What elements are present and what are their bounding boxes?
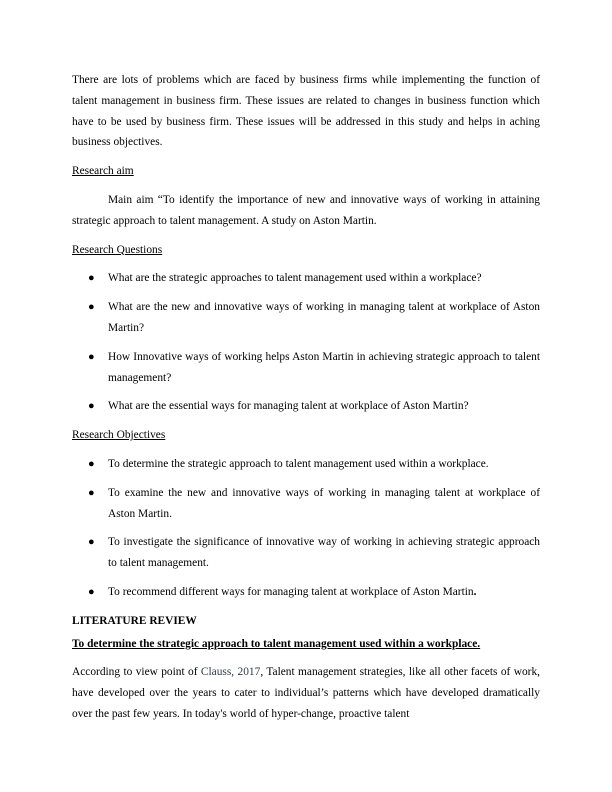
bullet-icon: ● [88, 272, 95, 285]
intro-paragraph: There are lots of problems which are faced by business firms while implementing the function of talent management in business firm. These issues are related to changes in business function which have to be used by business firm. These issues will be addressed in this study and helps in aching business objectives. [72, 74, 540, 149]
research-objective-item [72, 454, 540, 475]
bullet-icon: ● [88, 536, 95, 549]
research-objectives-list [72, 454, 540, 603]
research-aim-text: Main aim “To identify the importance of new and innovative ways of working in attaining strategic approach to talent management. A study on Aston Martin. [72, 193, 540, 227]
bullet-icon: ● [88, 585, 95, 598]
bullet-icon: ● [88, 350, 95, 363]
literature-review-title: LITERATURE REVIEW [72, 614, 197, 627]
research-question-text: What are the essential ways for managing talent at workplace of Aston Martin? [108, 400, 469, 413]
research-questions-heading: Research Questions [72, 243, 163, 256]
literature-text-start: According to view point of [72, 666, 201, 679]
research-question-text: What are the new and innovative ways of working in managing talent at workplace of Aston Martin? [108, 301, 540, 334]
research-objective-text: To recommend different ways for managing talent at workplace of Aston Martin [108, 585, 474, 598]
research-aim-heading: Research aim [72, 165, 134, 178]
research-question-item [72, 268, 540, 289]
research-question-text: How Innovative ways of working helps Aston Martin in achieving strategic approach to talent management? [108, 350, 540, 384]
bullet-icon: ● [88, 486, 95, 499]
citation-link: Clauss, 2017 [200, 666, 261, 679]
objective-period: . [473, 585, 477, 598]
research-question-item [72, 297, 540, 339]
research-objective-text: To investigate the significance of innovative way of working in achieving strategic approach to talent management. [108, 536, 540, 570]
page-content [72, 70, 540, 725]
research-objective-item [72, 483, 540, 525]
bullet-icon: ● [88, 301, 95, 314]
research-questions-list [72, 268, 540, 417]
research-objective-item [72, 532, 540, 574]
research-objectives-heading: Research Objectives [72, 429, 166, 442]
bullet-icon: ● [88, 400, 95, 413]
literature-review-subtitle: To determine the strategic approach to talent management used within a workplace. [72, 637, 481, 650]
research-question-item [72, 347, 540, 389]
literature-review-paragraph [72, 662, 540, 724]
research-objective-text: To examine the new and innovative ways of working in managing talent at workplace of Aston Martin. [108, 486, 540, 520]
literature-text-rest: , Talent management strategies, like all other facets of work, have developed over the years to cater to individual’s patterns which have developed dramatically over the past few years. In today's world of hyper-change, proactive talent [72, 666, 540, 720]
research-question-item [72, 396, 540, 417]
research-question-text: What are the strategic approaches to talent management used within a workplace? [108, 272, 482, 285]
research-objective-text: To determine the strategic approach to talent management used within a workplace. [108, 457, 489, 470]
research-objective-item [72, 582, 540, 603]
bullet-icon: ● [88, 457, 95, 470]
